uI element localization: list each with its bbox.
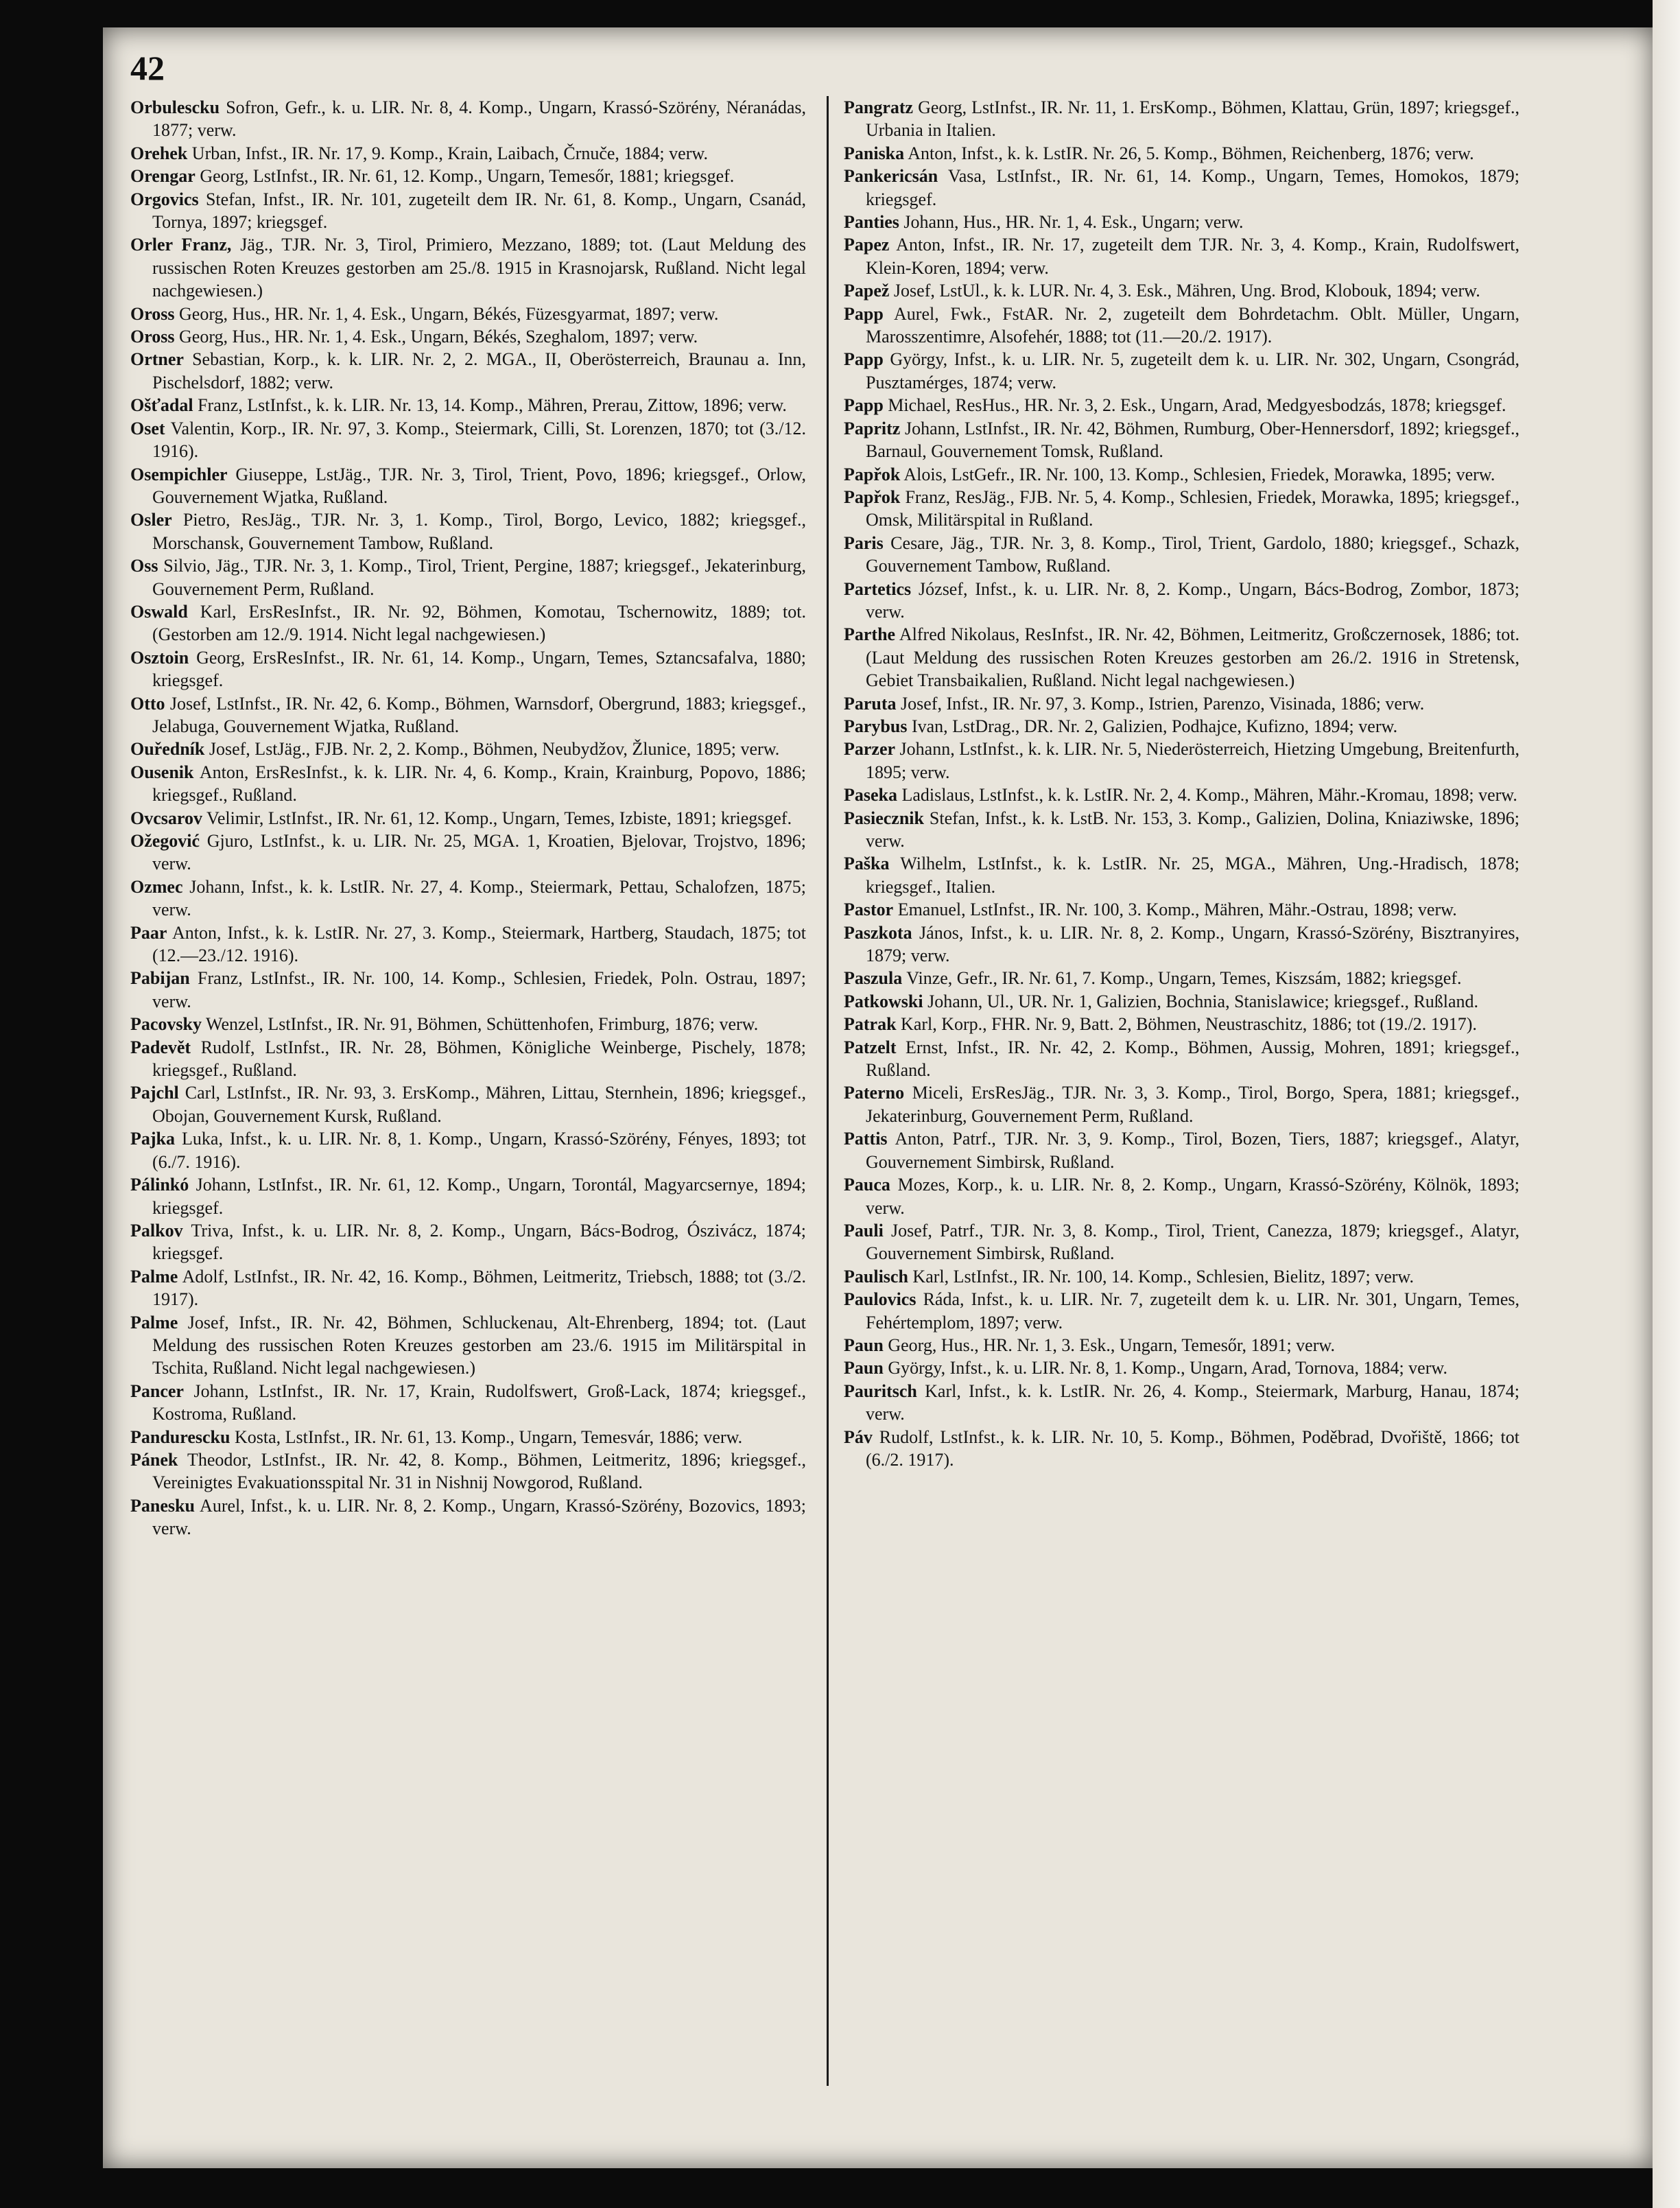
list-item — [844, 807, 1519, 853]
entry-details: Georg, Hus., HR. Nr. 1, 4. Esk., Ungarn, Békés, Szeghalom, 1897; verw. — [174, 327, 698, 347]
entry-surname: Palme — [130, 1266, 178, 1287]
list-item — [844, 1219, 1519, 1265]
list-item — [130, 692, 806, 738]
list-item — [844, 1081, 1519, 1127]
list-item — [844, 532, 1519, 578]
list-item — [130, 508, 806, 554]
entry-surname: Papp — [844, 303, 884, 324]
entry-details: Pietro, ResJäg., TJR. Nr. 3, 1. Komp., Tirol, Borgo, Levico, 1882; kriegsgef., Morschansk, Gouvernement Tambow, Rußland. — [152, 510, 806, 553]
entry-surname: Pajka — [130, 1129, 175, 1149]
entry-surname: Panties — [844, 212, 899, 233]
list-item — [844, 1426, 1519, 1472]
entry-surname: Oss — [130, 556, 158, 576]
entry-details: Johann, LstInfst., IR. Nr. 17, Krain, Rudolfswert, Groß-Lack, 1874; kriegsgef., Kostroma, Rußland. — [152, 1381, 806, 1424]
entry-surname: Pastor — [844, 900, 894, 920]
entry-details: Ladislaus, LstInfst., k. k. LstIR. Nr. 2, 4. Komp., Mähren, Mähr.-Kromau, 1898; verw. — [897, 785, 1517, 806]
list-item — [844, 1173, 1519, 1219]
entry-details: Franz, LstInfst., IR. Nr. 100, 14. Komp., Schlesien, Friedek, Poln. Ostrau, 1897; verw. — [152, 968, 806, 1011]
entry-surname: Pánek — [130, 1449, 178, 1470]
entry-details: Adolf, LstInfst., IR. Nr. 42, 16. Komp., Böhmen, Leitmeritz, Triebsch, 1888; tot (3./2. 1917). — [152, 1266, 806, 1310]
list-item — [130, 761, 806, 807]
entry-details: Luka, Infst., k. u. LIR. Nr. 8, 1. Komp., Ungarn, Krassó-Szörény, Fényes, 1893; tot (6./7. 1916). — [152, 1129, 806, 1172]
entry-surname: Panesku — [130, 1495, 195, 1516]
list-item — [844, 1036, 1519, 1082]
entry-surname: Pandurescku — [130, 1426, 230, 1447]
entry-surname: Papez — [844, 235, 890, 255]
entry-surname: Paar — [130, 922, 167, 943]
entry-surname: Papřok — [844, 486, 901, 507]
entry-details: Johann, Ul., UR. Nr. 1, Galizien, Bochnia, Stanislawice; kriegsgef., Rußland. — [923, 991, 1479, 1011]
list-item — [130, 188, 806, 234]
list-item — [844, 1127, 1519, 1173]
list-item — [130, 142, 806, 165]
entry-surname: Palme — [130, 1312, 178, 1332]
list-item — [844, 303, 1519, 349]
entry-details: Cesare, Jäg., TJR. Nr. 3, 8. Komp., Tirol, Trient, Gardolo, 1880; kriegsgef., Schazk, Gouvernement Tambow, Rußland. — [866, 532, 1519, 576]
entry-details: Georg, LstInfst., IR. Nr. 11, 1. ErsKomp., Böhmen, Klattau, Grün, 1897; kriegsgef., Urbania in Italien. — [866, 97, 1519, 141]
entry-surname: Osler — [130, 510, 172, 530]
entry-details: Gjuro, LstInfst., k. u. LIR. Nr. 25, MGA. 1, Kroatien, Bjelovar, Trojstvo, 1896; verw. — [152, 831, 806, 874]
entry-details: Sofron, Gefr., k. u. LIR. Nr. 8, 4. Komp., Ungarn, Krassó-Szörény, Néranádas, 1877; verw. — [152, 97, 806, 141]
entry-details: Valentin, Korp., IR. Nr. 97, 3. Komp., Steiermark, Cilli, St. Lorenzen, 1870; tot (3./12. 1916). — [152, 418, 806, 462]
entry-details: Josef, LstInfst., IR. Nr. 42, 6. Komp., Böhmen, Warnsdorf, Obergrund, 1883; kriegsgef., Jelabuga, Gouvernement Wjatka, Rußland. — [152, 693, 806, 736]
list-item — [844, 623, 1519, 692]
list-item — [130, 394, 806, 416]
list-item — [844, 417, 1519, 463]
entry-surname: Papp — [844, 395, 884, 416]
entry-details: Stefan, Infst., IR. Nr. 101, zugeteilt dem IR. Nr. 61, 8. Komp., Ungarn, Csanád, Tornya, 1897; kriegsgef. — [152, 189, 806, 233]
list-item — [844, 233, 1519, 279]
entry-details: Georg, LstInfst., IR. Nr. 61, 12. Komp., Ungarn, Temesőr, 1881; kriegsgef. — [195, 166, 735, 187]
entry-surname: Ozmec — [130, 876, 183, 897]
list-item — [844, 1013, 1519, 1035]
list-item — [844, 898, 1519, 921]
entry-surname: Paulovics — [844, 1289, 916, 1310]
entry-surname: Padevět — [130, 1037, 191, 1057]
list-item — [130, 303, 806, 325]
list-item — [844, 165, 1519, 211]
entry-surname: Ouředník — [130, 739, 205, 760]
entry-surname: Patrak — [844, 1014, 897, 1035]
list-item — [844, 1380, 1519, 1426]
entry-details: Sebastian, Korp., k. k. LIR. Nr. 2, 2. MGA., II, Oberösterreich, Braunau a. Inn, Pischelsdorf, 1882; verw. — [152, 349, 806, 392]
list-item — [130, 1173, 806, 1219]
list-item — [130, 1219, 806, 1265]
entry-details: Josef, LstJäg., FJB. Nr. 2, 2. Komp., Böhmen, Neubydžov, Žlunice, 1895; verw. — [204, 739, 780, 760]
entry-surname: Papp — [844, 349, 884, 370]
entry-details: Emanuel, LstInfst., IR. Nr. 100, 3. Komp., Mähren, Mähr.-Ostrau, 1898; verw. — [893, 900, 1457, 920]
entry-surname: Partetics — [844, 578, 912, 599]
list-item — [844, 784, 1519, 806]
entry-details: Karl, ErsResInfst., IR. Nr. 92, Böhmen, Komotau, Tschernowitz, 1889; tot. (Gestorben am 12./9. 1914. Nicht legal nachgewiesen.) — [152, 601, 806, 645]
entry-surname: Pasiecznik — [844, 808, 924, 828]
entry-details: Michael, ResHus., HR. Nr. 3, 2. Esk., Ungarn, Arad, Medgyesbodzás, 1878; kriegsgef. — [883, 395, 1506, 416]
entry-details: Theodor, LstInfst., IR. Nr. 42, 8. Komp., Böhmen, Leitmeritz, 1896; kriegsgef., Vereinigtes Evakuationsspital Nr. 31 in Nishnij Nowgorod, Rußland. — [152, 1449, 806, 1493]
list-item — [130, 646, 806, 692]
entry-details: József, Infst., k. u. LIR. Nr. 8, 2. Komp., Ungarn, Bács-Bodrog, Zombor, 1873; verw. — [866, 578, 1519, 622]
entry-details: Rudolf, LstInfst., IR. Nr. 28, Böhmen, Königliche Weinberge, Pischely, 1878; kriegsgef., Rußland. — [152, 1037, 806, 1081]
entry-surname: Pacovsky — [130, 1014, 202, 1035]
entry-details: Triva, Infst., k. u. LIR. Nr. 8, 2. Komp., Ungarn, Bács-Bodrog, Ószivácz, 1874; kriegsgef. — [152, 1220, 806, 1264]
entry-surname: Orler Franz, — [130, 235, 232, 255]
entry-surname: Pankericsán — [844, 166, 938, 187]
entry-details: Silvio, Jäg., TJR. Nr. 3, 1. Komp., Tirol, Trient, Pergine, 1887; kriegsgef., Jekaterinburg, Gouvernement Perm, Rußland. — [152, 556, 806, 599]
entry-surname: Paška — [844, 854, 890, 874]
entry-details: Franz, ResJäg., FJB. Nr. 5, 4. Komp., Schlesien, Friedek, Morawka, 1895; kriegsgef., Omsk, Militärspital in Rußland. — [866, 486, 1519, 530]
right-column — [844, 96, 1519, 1471]
list-item — [130, 1448, 806, 1494]
entry-surname: Papřok — [844, 464, 901, 484]
entry-surname: Patkowski — [844, 991, 923, 1011]
entry-surname: Pangratz — [844, 97, 914, 117]
entry-details: Miceli, ErsResJäg., TJR. Nr. 3, 3. Komp., Tirol, Borgo, Spera, 1881; kriegsgef., Jekaterinburg, Gouvernement Perm, Rußland. — [866, 1083, 1519, 1126]
list-item — [130, 1494, 806, 1540]
list-item — [844, 578, 1519, 624]
page-number: 42 — [130, 49, 165, 87]
entry-details: Georg, ErsResInfst., IR. Nr. 61, 14. Komp., Ungarn, Temes, Sztancsafalva, 1880; kriegsgef. — [152, 647, 806, 691]
entry-details: Aurel, Fwk., FstAR. Nr. 2, zugeteilt dem Bohrdetachm. Oblt. Müller, Ungarn, Marosszentimre, Alsofehér, 1888; tot (11.—20./2. 1917). — [866, 303, 1519, 347]
entry-details: Anton, ErsResInfst., k. k. LIR. Nr. 4, 6. Komp., Krain, Krainburg, Popovo, 1886; kriegsgef., Rußland. — [152, 762, 806, 806]
page-edge — [1653, 0, 1680, 2208]
list-item — [130, 1426, 806, 1448]
entry-details: Karl, Infst., k. k. LstIR. Nr. 26, 4. Komp., Steiermark, Marburg, Hanau, 1874; verw. — [866, 1381, 1519, 1424]
entry-surname: Pauca — [844, 1175, 890, 1195]
list-item — [844, 279, 1519, 302]
entry-surname: Parthe — [844, 624, 896, 645]
entry-details: György, Infst., k. u. LIR. Nr. 5, zugeteilt dem k. u. LIR. Nr. 302, Ungarn, Csongrád, Pusztamérges, 1874; verw. — [866, 349, 1519, 392]
entry-surname: Paruta — [844, 693, 897, 714]
list-item — [844, 1334, 1519, 1356]
entry-details: Ivan, LstDrag., DR. Nr. 2, Galizien, Podhajce, Kufizno, 1894; verw. — [907, 716, 1398, 736]
entry-surname: Paulisch — [844, 1266, 908, 1287]
entry-surname: Oross — [130, 327, 175, 347]
list-item — [130, 600, 806, 646]
entry-surname: Pálinkó — [130, 1175, 189, 1195]
entry-details: Josef, Infst., IR. Nr. 42, Böhmen, Schluckenau, Alt-Ehrenberg, 1894; tot. (Laut Meldung des russischen Roten Kreuzes gestorben am 23./6. 1915 im Militärspital in Tschita, Rußland. Nicht legal nachgewiesen.) — [152, 1312, 806, 1378]
list-item — [844, 715, 1519, 738]
entry-surname: Oross — [130, 303, 175, 324]
entry-details: Anton, Patrf., TJR. Nr. 3, 9. Komp., Tirol, Bozen, Tiers, 1887; kriegsgef., Alatyr, Gouvernement Simbirsk, Rußland. — [866, 1129, 1519, 1172]
list-item — [844, 852, 1519, 898]
entry-surname: Páv — [844, 1426, 873, 1447]
entry-surname: Paszkota — [844, 922, 912, 943]
entry-details: Wenzel, LstInfst., IR. Nr. 91, Böhmen, Schüttenhofen, Frimburg, 1876; verw. — [202, 1014, 759, 1035]
entry-surname: Orbulescku — [130, 97, 220, 117]
list-item — [130, 325, 806, 348]
list-item — [844, 1356, 1519, 1379]
entry-details: Josef, Patrf., TJR. Nr. 3, 8. Komp., Tirol, Trient, Canezza, 1879; kriegsgef., Alatyr, Gouvernement Simbirsk, Rußland. — [866, 1220, 1519, 1264]
entry-details: Anton, Infst., k. k. LstIR. Nr. 27, 3. Komp., Steiermark, Hartberg, Staudach, 1875; tot (12.—23./12. 1916). — [152, 922, 806, 966]
entry-surname: Ousenik — [130, 762, 194, 782]
list-item — [130, 96, 806, 142]
entry-details: Karl, LstInfst., IR. Nr. 100, 14. Komp., Schlesien, Bielitz, 1897; verw. — [908, 1266, 1414, 1287]
list-item — [130, 1265, 806, 1311]
list-item — [844, 692, 1519, 715]
entry-details: Josef, Infst., IR. Nr. 97, 3. Komp., Istrien, Parenzo, Visinada, 1886; verw. — [896, 693, 1425, 714]
list-item — [130, 463, 806, 509]
list-item — [130, 1036, 806, 1082]
entry-surname: Parzer — [844, 739, 896, 760]
entry-surname: Pancer — [130, 1381, 184, 1401]
entry-details: György, Infst., k. u. LIR. Nr. 8, 1. Komp., Ungarn, Arad, Tornova, 1884; verw. — [883, 1358, 1447, 1378]
entry-surname: Osztoin — [130, 647, 189, 668]
entry-surname: Paniska — [844, 143, 905, 163]
entry-details: Ernst, Infst., IR. Nr. 42, 2. Komp., Böhmen, Aussig, Mohren, 1891; kriegsgef., Rußland. — [866, 1037, 1519, 1081]
entry-details: Carl, LstInfst., IR. Nr. 93, 3. ErsKomp., Mähren, Littau, Sternhein, 1896; kriegsgef., Obojan, Gouvernement Kursk, Rußland. — [152, 1083, 806, 1126]
entry-surname: Pabijan — [130, 968, 190, 989]
list-item — [130, 1127, 806, 1173]
list-item — [130, 738, 806, 760]
entry-details: Johann, Infst., k. k. LstIR. Nr. 27, 4. Komp., Steiermark, Pettau, Schalofzen, 1875; verw. — [152, 876, 806, 920]
entry-surname: Patzelt — [844, 1037, 897, 1057]
entry-details: Alfred Nikolaus, ResInfst., IR. Nr. 42, Böhmen, Leitmeritz, Großczernosek, 1886; tot. (Laut Meldung des russischen Roten Kreuzes gestorben am 26./2. 1916 in Stretensk, Gebiet Transbaikalien, Rußland. Nicht legal nachgewiesen.) — [866, 624, 1519, 691]
entry-details: Anton, Infst., IR. Nr. 17, zugeteilt dem TJR. Nr. 3, 4. Komp., Krain, Rudolfswert, Klein-Koren, 1894; verw. — [866, 235, 1519, 278]
list-item — [130, 807, 806, 830]
entry-surname: Orgovics — [130, 189, 199, 209]
entry-details: Josef, LstUl., k. k. LUR. Nr. 4, 3. Esk., Mähren, Ung. Brod, Klobouk, 1894; verw. — [889, 281, 1480, 301]
list-item — [130, 417, 806, 463]
entry-details: Vasa, LstInfst., IR. Nr. 61, 14. Komp., Ungarn, Temes, Homokos, 1879; kriegsgef. — [866, 166, 1519, 209]
entry-details: Aurel, Infst., k. u. LIR. Nr. 8, 2. Komp., Ungarn, Krassó-Szörény, Bozovics, 1893; verw. — [152, 1495, 806, 1539]
list-item — [130, 830, 806, 876]
list-item — [844, 1288, 1519, 1334]
entry-details: János, Infst., k. u. LIR. Nr. 8, 2. Komp., Ungarn, Krassó-Szörény, Bisztranyires, 1879; verw. — [866, 922, 1519, 966]
entry-details: Stefan, Infst., k. k. LstB. Nr. 153, 3. Komp., Galizien, Dolina, Kniaziwske, 1896; verw. — [866, 808, 1519, 851]
list-item — [844, 142, 1519, 165]
entry-details: Giuseppe, LstJäg., TJR. Nr. 3, Tirol, Trient, Povo, 1896; kriegsgef., Orlow, Gouvernement Wjatka, Rußland. — [152, 464, 806, 507]
entry-details: Anton, Infst., k. k. LstIR. Nr. 26, 5. Komp., Böhmen, Reichenberg, 1876; verw. — [904, 143, 1474, 163]
entry-surname: Oswald — [130, 601, 188, 622]
list-item — [130, 1013, 806, 1035]
entry-details: Vinze, Gefr., IR. Nr. 61, 7. Komp., Ungarn, Temes, Kiszsám, 1882; kriegsgef. — [902, 968, 1462, 989]
list-item — [844, 738, 1519, 784]
entry-surname: Paris — [844, 532, 884, 553]
list-item — [130, 348, 806, 394]
entry-surname: Oset — [130, 418, 165, 438]
entry-details: Mozes, Korp., k. u. LIR. Nr. 8, 2. Komp., Ungarn, Krassó-Szörény, Kölnök, 1893; verw. — [866, 1175, 1519, 1218]
entry-details: Ráda, Infst., k. u. LIR. Nr. 7, zugeteilt dem k. u. LIR. Nr. 301, Ungarn, Temes, Fehértemplom, 1897; verw. — [866, 1289, 1519, 1332]
entry-surname: Ortner — [130, 349, 184, 370]
left-column — [130, 96, 806, 1540]
entry-details: Jäg., TJR. Nr. 3, Tirol, Primiero, Mezzano, 1889; tot. (Laut Meldung des russischen Roten Kreuzes gestorben am 25./8. 1915 in Krasnojarsk, Rußland. Nicht legal nachgewiesen.) — [152, 235, 806, 301]
entry-surname: Ovcsarov — [130, 808, 202, 828]
list-item — [130, 1081, 806, 1127]
entry-surname: Papež — [844, 281, 890, 301]
entry-details: Johann, Hus., HR. Nr. 1, 4. Esk., Ungarn; verw. — [899, 212, 1244, 233]
entry-surname: Osempichler — [130, 464, 228, 484]
entry-surname: Paun — [844, 1335, 884, 1355]
list-item — [844, 463, 1519, 486]
list-item — [130, 1311, 806, 1380]
list-item — [844, 1265, 1519, 1288]
entry-details: Karl, Korp., FHR. Nr. 9, Batt. 2, Böhmen, Neustraschitz, 1886; tot (19./2. 1917). — [896, 1014, 1477, 1035]
list-item — [844, 486, 1519, 532]
entry-details: Georg, Hus., HR. Nr. 1, 3. Esk., Ungarn, Temesőr, 1891; verw. — [883, 1335, 1335, 1355]
entry-surname: Paszula — [844, 968, 903, 989]
entry-details: Johann, LstInfst., IR. Nr. 61, 12. Komp., Ungarn, Torontál, Magyarcsernye, 1894; kriegsgef. — [152, 1175, 806, 1218]
list-item — [844, 990, 1519, 1013]
entry-surname: Orengar — [130, 166, 196, 187]
entry-details: Alois, LstGefr., IR. Nr. 100, 13. Komp., Schlesien, Friedek, Morawka, 1895; verw. — [900, 464, 1495, 484]
column-divider — [827, 96, 829, 2086]
list-item — [844, 211, 1519, 233]
entry-details: Kosta, LstInfst., IR. Nr. 61, 13. Komp., Ungarn, Temesvár, 1886; verw. — [230, 1426, 743, 1447]
entry-surname: Otto — [130, 693, 165, 714]
entry-details: Johann, LstInfst., IR. Nr. 42, Böhmen, Rumburg, Ober-Hennersdorf, 1892; kriegsgef., Barnaul, Gouvernement Tomsk, Rußland. — [866, 418, 1519, 462]
entry-details: Wilhelm, LstInfst., k. k. LstIR. Nr. 25, MGA., Mähren, Ung.-Hradisch, 1878; kriegsgef., Italien. — [866, 854, 1519, 897]
list-item — [844, 921, 1519, 967]
entry-surname: Paseka — [844, 785, 897, 806]
list-item — [130, 1380, 806, 1426]
entry-surname: Palkov — [130, 1220, 183, 1241]
list-item — [130, 921, 806, 967]
list-item — [130, 165, 806, 187]
list-item — [844, 96, 1519, 142]
entry-surname: Paterno — [844, 1083, 905, 1103]
list-item — [130, 876, 806, 921]
list-item — [844, 348, 1519, 394]
entry-details: Urban, Infst., IR. Nr. 17, 9. Komp., Krain, Laibach, Črnuče, 1884; verw. — [187, 143, 708, 163]
entry-details: Georg, Hus., HR. Nr. 1, 4. Esk., Ungarn, Békés, Füzesgyarmat, 1897; verw. — [174, 303, 719, 324]
list-item — [130, 554, 806, 600]
entry-surname: Pattis — [844, 1129, 888, 1149]
entry-surname: Paun — [844, 1358, 884, 1378]
entry-details: Velimir, LstInfst., IR. Nr. 61, 12. Komp., Ungarn, Temes, Izbiste, 1891; kriegsgef. — [202, 808, 792, 828]
entry-surname: Pauli — [844, 1220, 884, 1241]
entry-surname: Pauritsch — [844, 1381, 917, 1401]
entry-surname: Pajchl — [130, 1083, 179, 1103]
entry-surname: Parybus — [844, 716, 908, 736]
entry-surname: Orehek — [130, 143, 188, 163]
entry-details: Johann, LstInfst., k. k. LIR. Nr. 5, Niederösterreich, Hietzing Umgebung, Breitenfurth, 1895; verw. — [866, 739, 1519, 782]
list-item — [130, 233, 806, 302]
list-item — [844, 967, 1519, 989]
entry-details: Franz, LstInfst., k. k. LIR. Nr. 13, 14. Komp., Mähren, Prerau, Zittow, 1896; verw. — [193, 395, 787, 416]
entry-surname: Papritz — [844, 418, 901, 438]
entry-details: Rudolf, LstInfst., k. k. LIR. Nr. 10, 5. Komp., Böhmen, Poděbrad, Dvořiště, 1866; tot (6./2. 1917). — [866, 1426, 1519, 1470]
list-item — [844, 394, 1519, 416]
list-item — [130, 967, 806, 1013]
entry-surname: Ožegović — [130, 831, 200, 851]
entry-surname: Ošťadal — [130, 395, 193, 416]
